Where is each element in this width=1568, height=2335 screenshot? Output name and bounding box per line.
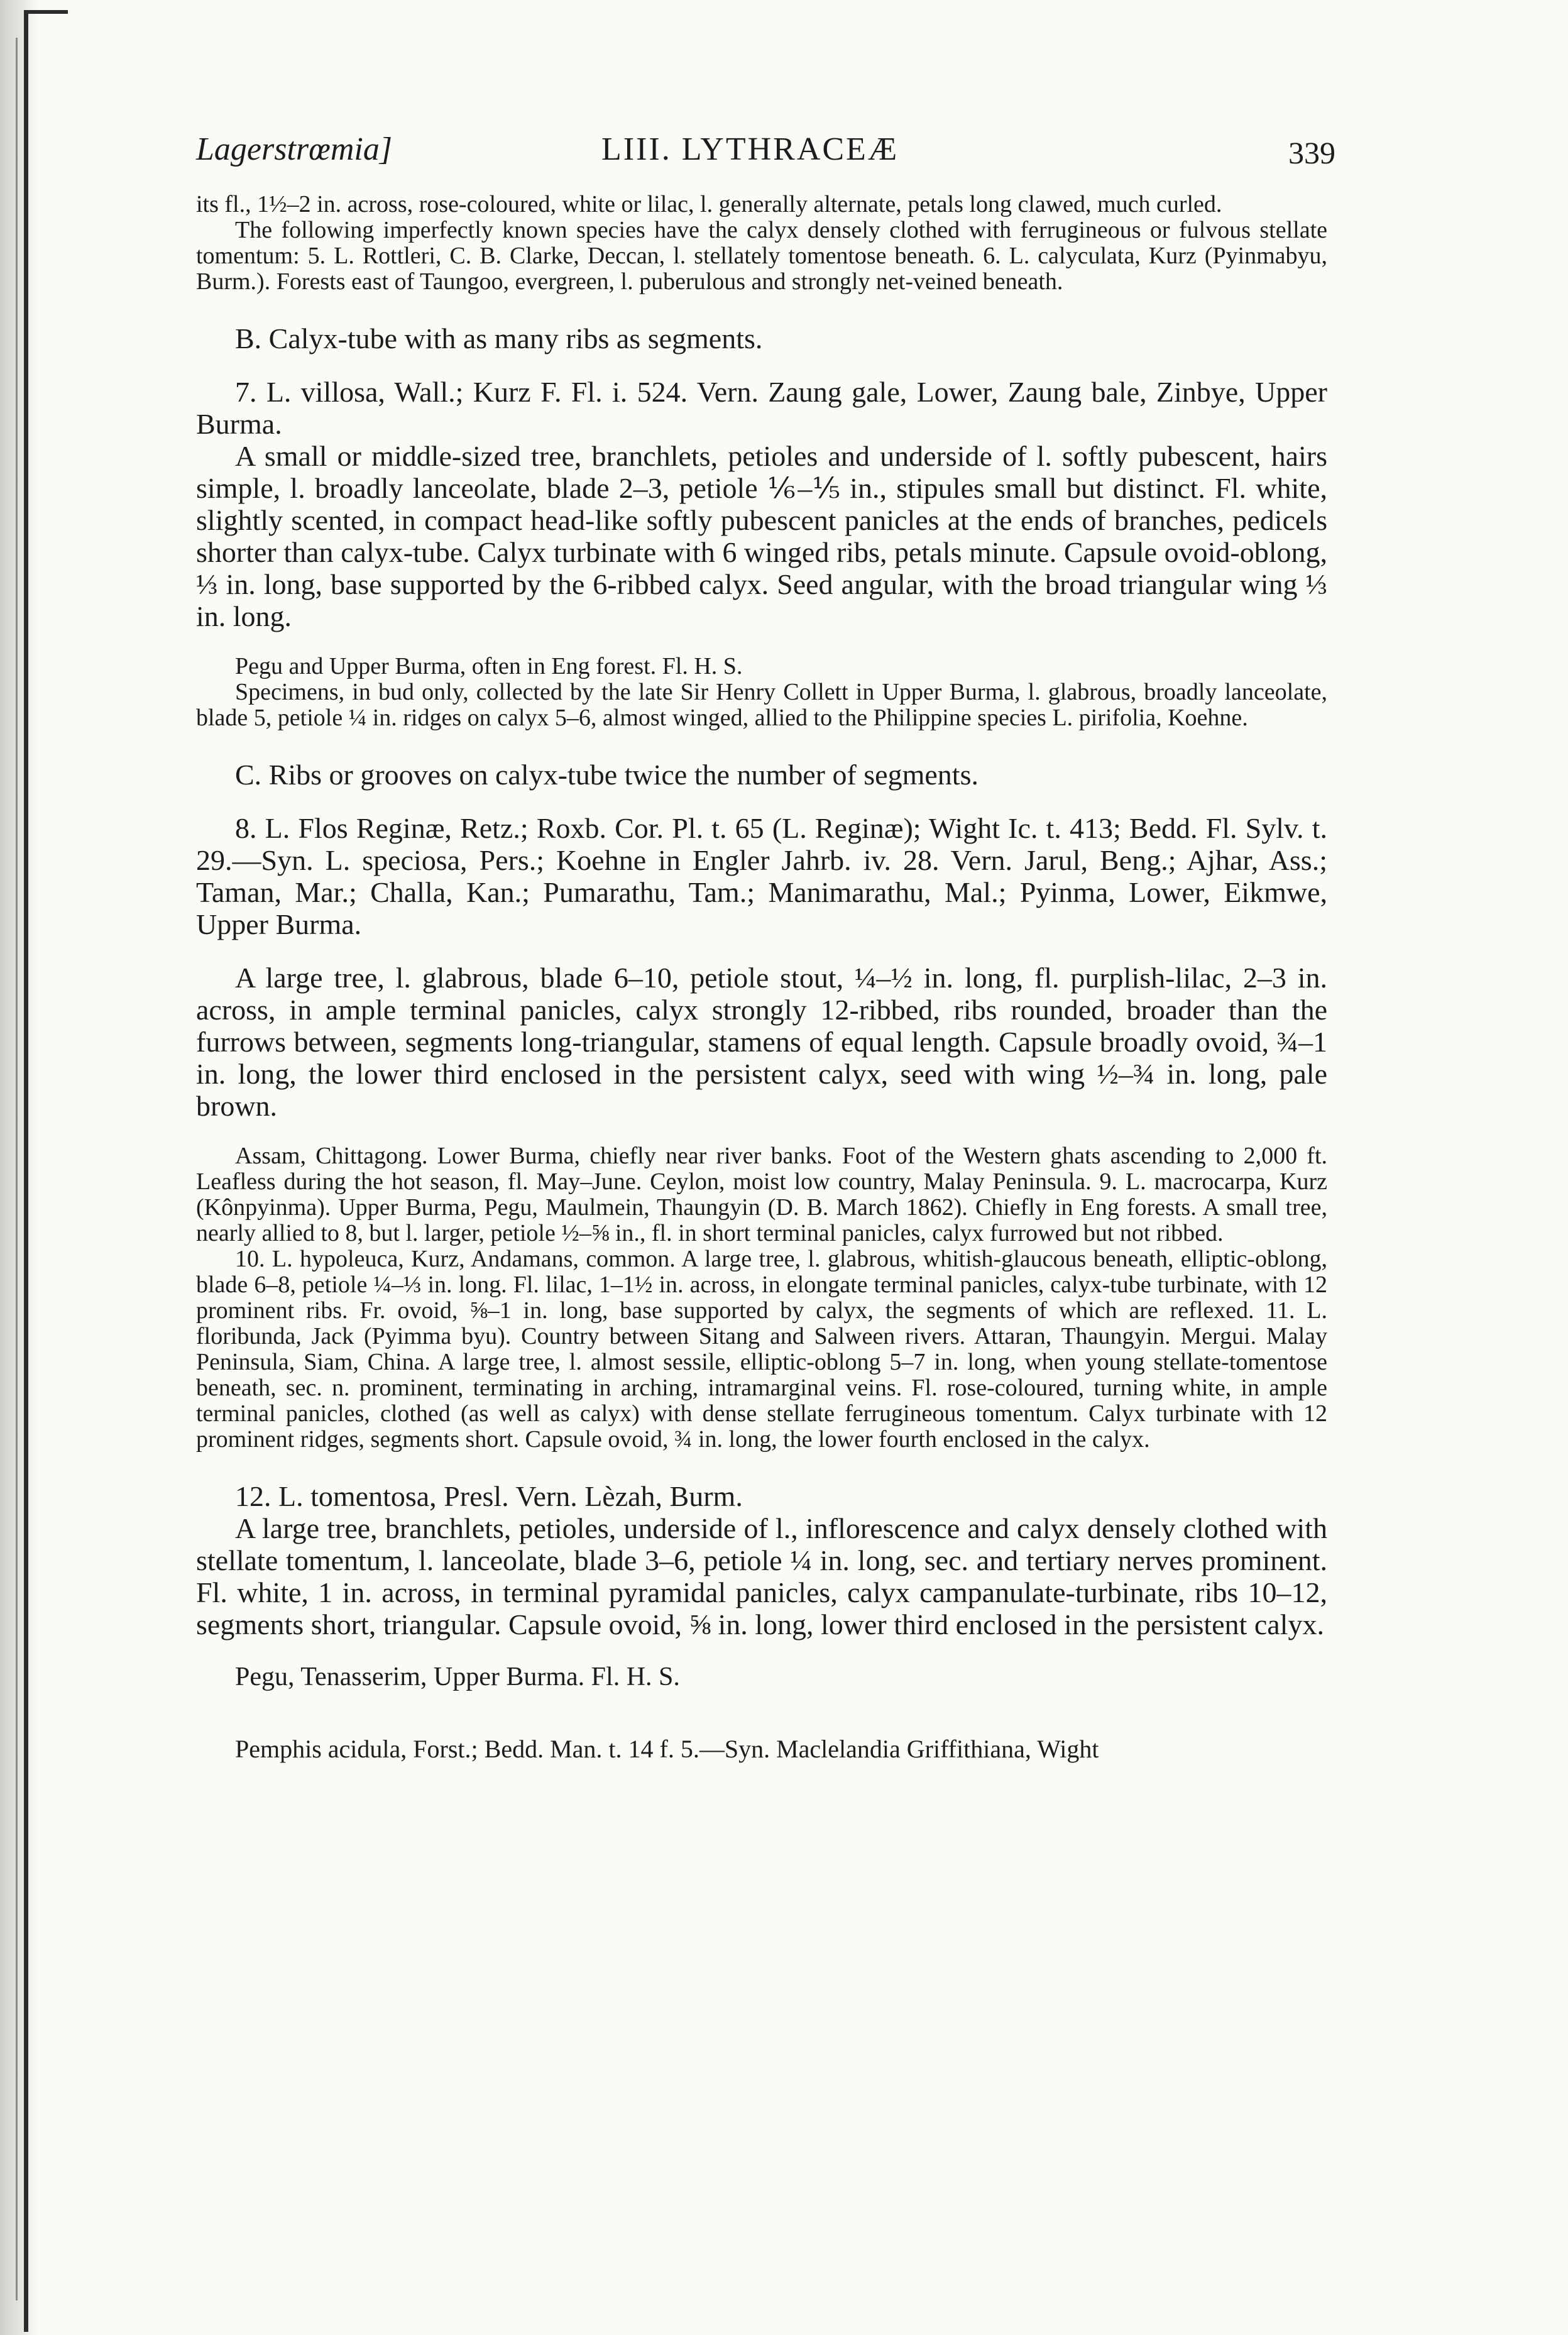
species-10-11-note: 10. L. hypoleuca, Kurz, Andamans, common. A large tree, l. glabrous, whitish-glaucous beneath, elliptic-oblong, blade 6–8, petiole ¼–⅓ in. long. Fl. lilac, 1–1½ in. across, in elongate terminal panicles, calyx-tube turbinate, with 12 prominent ribs. Fr. ovoid, ⅝–1 in. long, base supported by calyx, the segments of which are reflexed. 11. L. floribunda, Jack (Pyimma byu). Country between Sitang and Salween rivers. Attaran, Thaungyin. Mergui. Malay Peninsula, Siam, China. A large tree, l. almost sessile, elliptic-oblong 5–7 in. long, when young stellate-tomentose beneath, sec. n. prominent, terminating in arching, intramarginal veins. Fl. rose-coloured, turning white, in ample terminal panicles, clothed (as well as calyx) with dense stellate ferrugineous tomentum. Calyx turbinate with 12 prominent ridges, segments short. Capsule ovoid, ¾ in. long, the lower fourth enclosed in the calyx. — [196, 1246, 1327, 1453]
page-number: 339 — [1288, 135, 1335, 170]
species-8-description: A large tree, l. glabrous, blade 6–10, petiole stout, ¼–½ in. long, fl. purplish-lilac, 2–3 in. across, in ample terminal panicles, calyx strongly 12-ribbed, ribs rounded, broader than the furrows between, segments long-triangular, stamens of equal length. Capsule broadly ovoid, ¾–1 in. long, the lower third enclosed in the persistent calyx, seed with wing ½–¾ in. long, pale brown. — [196, 962, 1327, 1122]
key-heading-c: C. Ribs or grooves on calyx-tube twice the number of segments. — [235, 759, 979, 791]
species-7-distribution: Pegu and Upper Burma, often in Eng forest. Fl. H. S. — [235, 653, 743, 679]
continuation-paragraph: its fl., 1½–2 in. across, rose-coloured, white or lilac, l. generally alternate, petals long clawed, much curled. — [196, 191, 1222, 217]
imperfect-species-note: The following imperfectly known species have the calyx densely clothed with ferrugineous or fulvous stellate tomentum: 5. L. Rottleri, C. B. Clarke, Deccan, l. stellately tomentose beneath. 6. L. calyculata, Kurz (Pyinmabyu, Burm.). Forests east of Taungoo, evergreen, l. puberulous and strongly net-veined beneath. — [196, 217, 1327, 295]
binding-tick — [24, 10, 68, 14]
running-header — [196, 131, 1335, 175]
pemphis-entry: Pemphis acidula, Forst.; Bedd. Man. t. 14 f. 5.—Syn. Maclelandia Griffithiana, Wight — [235, 1735, 1099, 1763]
scan-edge-line — [16, 38, 18, 2300]
species-8-distribution: Assam, Chittagong. Lower Burma, chiefly near river banks. Foot of the Western ghats ascending to 2,000 ft. Leafless during the hot season, fl. May–June. Ceylon, moist low country, Malay Peninsula. 9. L. macrocarpa, Kurz (Kônpyinma). Upper Burma, Pegu, Maulmein, Thaungyin (D. B. March 1862). Chiefly in Eng forests. A small tree, nearly allied to 8, but l. larger, petiole ½–⅝ in., fl. in short terminal panicles, calyx furrowed but not ribbed. — [196, 1143, 1327, 1246]
species-12-description: A large tree, branchlets, petioles, underside of l., inflorescence and calyx densely clothed with stellate tomentum, l. lanceolate, blade 3–6, petiole ¼ in. long, sec. and tertiary nerves prominent. Fl. white, 1 in. across, in terminal pyramidal panicles, calyx campanulate-turbinate, ribs 10–12, segments short, triangular. Capsule ovoid, ⅝ in. long, lower third enclosed in the persistent calyx. — [196, 1512, 1327, 1640]
species-7-note: Specimens, in bud only, collected by the late Sir Henry Collett in Upper Burma, l. glabrous, broadly lanceolate, blade 5, petiole ¼ in. ridges on calyx 5–6, almost winged, allied to the Philippine species L. pirifolia, Koehne. — [196, 679, 1327, 731]
scan-gutter — [0, 0, 38, 2335]
header-genus: Lagerstrœmia] — [196, 131, 393, 167]
species-7-title: 7. L. villosa, Wall.; Kurz F. Fl. i. 524. Vern. Zaung gale, Lower, Zaung bale, Zinbye, Upper Burma. — [196, 376, 1327, 440]
species-12-title: 12. L. tomentosa, Presl. Vern. Lèzah, Burm. — [235, 1480, 743, 1512]
species-12-distribution: Pegu, Tenasserim, Upper Burma. Fl. H. S. — [235, 1662, 680, 1691]
header-family: LIII. LYTHRACEÆ — [601, 131, 899, 167]
page-body — [196, 192, 1327, 1764]
key-heading-b: B. Calyx-tube with as many ribs as segments. — [235, 322, 763, 354]
species-7-description: A small or middle-sized tree, branchlets, petioles and underside of l. softly pubescent, hairs simple, l. broadly lanceolate, blade 2–3, petiole ⅙–⅕ in., stipules small but distinct. Fl. white, slightly scented, in compact head-like softly pubescent panicles at the ends of branches, pedicels shorter than calyx-tube. Calyx turbinate with 6 winged ribs, petals minute. Capsule ovoid-oblong, ⅓ in. long, base supported by the 6-ribbed calyx. Seed angular, with the broad triangular wing ⅓ in. long. — [196, 440, 1327, 632]
species-8-title: 8. L. Flos Reginæ, Retz.; Roxb. Cor. Pl. t. 65 (L. Reginæ); Wight Ic. t. 413; Bedd. Fl. Sylv. t. 29.—Syn. L. speciosa, Pers.; Koehne in Engler Jahrb. iv. 28. Vern. Jarul, Beng.; Ajhar, Ass.; Taman, Mar.; Challa, Kan.; Pumarathu, Tam.; Manimarathu, Mal.; Pyinma, Lower, Eikmwe, Upper Burma. — [196, 812, 1327, 940]
binding-line — [24, 13, 28, 2332]
